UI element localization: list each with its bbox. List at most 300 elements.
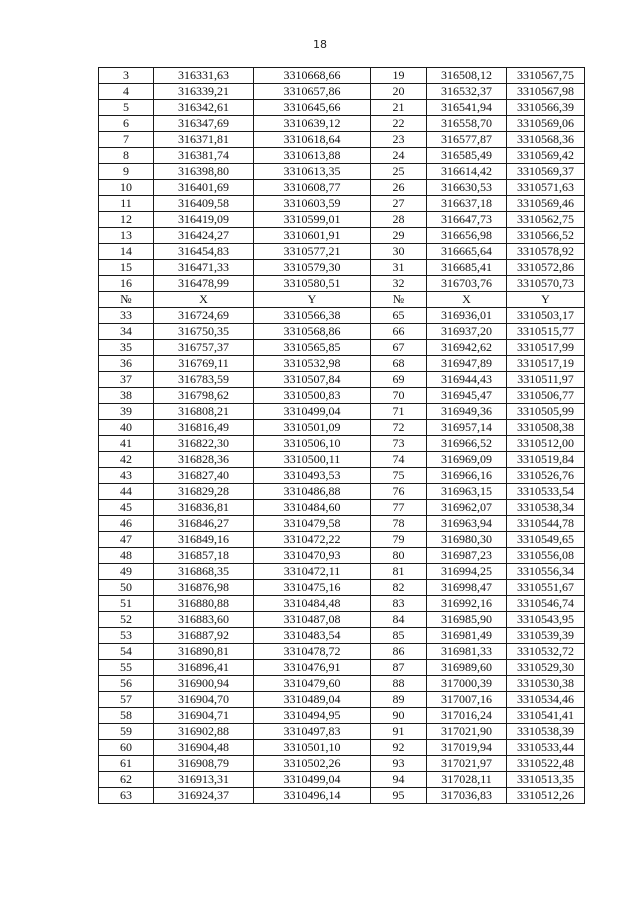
point-num-right-cell: 78: [371, 516, 427, 532]
point-num-left-cell: 46: [99, 516, 154, 532]
point-num-right-cell: 65: [371, 308, 427, 324]
x-right-cell: 316647,73: [427, 212, 507, 228]
y-left-cell: 3310579,30: [254, 260, 371, 276]
table-row: [99, 84, 585, 100]
x-left-cell: 316381,74: [154, 148, 254, 164]
y-right-cell: 3310543,95: [507, 612, 585, 628]
point-num-left-cell: 62: [99, 772, 154, 788]
x-left-cell: 316908,79: [154, 756, 254, 772]
y-left-cell: 3310484,60: [254, 500, 371, 516]
point-num-left-cell: 16: [99, 276, 154, 292]
x-right-cell: 317021,97: [427, 756, 507, 772]
table-row: [99, 420, 585, 436]
y-right-cell: 3310530,38: [507, 676, 585, 692]
table-row: [99, 308, 585, 324]
point-num-right-cell: 87: [371, 660, 427, 676]
coordinates-table: [98, 67, 585, 804]
x-right-cell: 316637,18: [427, 196, 507, 212]
x-left-cell: 316902,88: [154, 724, 254, 740]
table-row: [99, 132, 585, 148]
x-left-cell: 316409,58: [154, 196, 254, 212]
x-left-cell: 316904,70: [154, 692, 254, 708]
x-right-cell: 316944,43: [427, 372, 507, 388]
y-right-cell: 3310512,00: [507, 436, 585, 452]
point-num-right-cell: 90: [371, 708, 427, 724]
x-left-cell: 316913,31: [154, 772, 254, 788]
table-row: [99, 116, 585, 132]
point-num-right-cell: 94: [371, 772, 427, 788]
point-num-right-cell: 72: [371, 420, 427, 436]
table-row: [99, 100, 585, 116]
x-left-cell: 316478,99: [154, 276, 254, 292]
x-right-cell: 316508,12: [427, 68, 507, 84]
point-num-left-cell: 58: [99, 708, 154, 724]
x-right-cell: 316937,20: [427, 324, 507, 340]
y-right-cell: 3310549,65: [507, 532, 585, 548]
table-row: [99, 372, 585, 388]
point-num-left-cell: 48: [99, 548, 154, 564]
y-right-cell: 3310506,77: [507, 388, 585, 404]
y-left-cell: 3310487,08: [254, 612, 371, 628]
y-left-cell: 3310497,83: [254, 724, 371, 740]
x-right-cell: 316541,94: [427, 100, 507, 116]
table-row: [99, 628, 585, 644]
y-right-cell: 3310570,73: [507, 276, 585, 292]
point-num-left-cell: 35: [99, 340, 154, 356]
x-right-cell: 316981,49: [427, 628, 507, 644]
point-num-left-cell: 55: [99, 660, 154, 676]
point-num-right-cell: 23: [371, 132, 427, 148]
header-y-left: Y: [254, 292, 371, 308]
x-right-cell: 316656,98: [427, 228, 507, 244]
coordinates-block-2: [99, 308, 585, 804]
y-left-cell: 3310565,85: [254, 340, 371, 356]
y-left-cell: 3310618,64: [254, 132, 371, 148]
x-left-cell: 316876,98: [154, 580, 254, 596]
y-right-cell: 3310541,41: [507, 708, 585, 724]
table-row: [99, 740, 585, 756]
table-row: [99, 548, 585, 564]
x-left-cell: 316342,61: [154, 100, 254, 116]
y-right-cell: 3310511,97: [507, 372, 585, 388]
x-right-cell: 316630,53: [427, 180, 507, 196]
table-row: [99, 324, 585, 340]
point-num-left-cell: 44: [99, 484, 154, 500]
y-right-cell: 3310533,44: [507, 740, 585, 756]
y-right-cell: 3310529,30: [507, 660, 585, 676]
y-left-cell: 3310603,59: [254, 196, 371, 212]
y-right-cell: 3310512,26: [507, 788, 585, 804]
x-right-cell: 316936,01: [427, 308, 507, 324]
point-num-right-cell: 82: [371, 580, 427, 596]
x-left-cell: 316401,69: [154, 180, 254, 196]
y-left-cell: 3310472,11: [254, 564, 371, 580]
y-left-cell: 3310613,35: [254, 164, 371, 180]
point-num-left-cell: 11: [99, 196, 154, 212]
y-left-cell: 3310493,53: [254, 468, 371, 484]
point-num-right-cell: 30: [371, 244, 427, 260]
y-right-cell: 3310533,54: [507, 484, 585, 500]
x-right-cell: 317028,11: [427, 772, 507, 788]
table-row: [99, 468, 585, 484]
table-row: [99, 532, 585, 548]
point-num-left-cell: 14: [99, 244, 154, 260]
x-left-cell: 316347,69: [154, 116, 254, 132]
x-right-cell: 316962,07: [427, 500, 507, 516]
point-num-right-cell: 67: [371, 340, 427, 356]
x-left-cell: 316750,35: [154, 324, 254, 340]
table-row: [99, 180, 585, 196]
table-row: [99, 404, 585, 420]
coordinates-block-1: [99, 68, 585, 292]
y-left-cell: 3310499,04: [254, 772, 371, 788]
x-left-cell: 316424,27: [154, 228, 254, 244]
x-right-cell: 316957,14: [427, 420, 507, 436]
x-right-cell: 316989,60: [427, 660, 507, 676]
y-right-cell: 3310508,38: [507, 420, 585, 436]
y-right-cell: 3310567,75: [507, 68, 585, 84]
table-row: [99, 500, 585, 516]
point-num-left-cell: 7: [99, 132, 154, 148]
table-row: [99, 564, 585, 580]
x-left-cell: 316822,30: [154, 436, 254, 452]
page-number: 18: [313, 38, 327, 51]
y-right-cell: 3310568,36: [507, 132, 585, 148]
table-row: [99, 148, 585, 164]
x-right-cell: 316945,47: [427, 388, 507, 404]
point-num-left-cell: 15: [99, 260, 154, 276]
x-right-cell: 316947,89: [427, 356, 507, 372]
point-num-right-cell: 93: [371, 756, 427, 772]
y-left-cell: 3310501,09: [254, 420, 371, 436]
y-right-cell: 3310522,48: [507, 756, 585, 772]
table-row: [99, 68, 585, 84]
point-num-right-cell: 74: [371, 452, 427, 468]
y-right-cell: 3310513,35: [507, 772, 585, 788]
x-right-cell: 317007,16: [427, 692, 507, 708]
x-right-cell: 316992,16: [427, 596, 507, 612]
point-num-right-cell: 92: [371, 740, 427, 756]
x-left-cell: 316454,83: [154, 244, 254, 260]
y-left-cell: 3310532,98: [254, 356, 371, 372]
point-num-left-cell: 45: [99, 500, 154, 516]
table-row: [99, 340, 585, 356]
point-num-right-cell: 31: [371, 260, 427, 276]
x-right-cell: 316685,41: [427, 260, 507, 276]
y-right-cell: 3310505,99: [507, 404, 585, 420]
x-left-cell: 316924,37: [154, 788, 254, 804]
y-left-cell: 3310500,11: [254, 452, 371, 468]
point-num-left-cell: 8: [99, 148, 154, 164]
point-num-left-cell: 3: [99, 68, 154, 84]
x-left-cell: 316371,81: [154, 132, 254, 148]
table-row: [99, 660, 585, 676]
point-num-left-cell: 4: [99, 84, 154, 100]
x-right-cell: 316969,09: [427, 452, 507, 468]
x-left-cell: 316857,18: [154, 548, 254, 564]
x-left-cell: 316846,27: [154, 516, 254, 532]
table-row: [99, 212, 585, 228]
point-num-left-cell: 53: [99, 628, 154, 644]
y-right-cell: 3310534,46: [507, 692, 585, 708]
y-left-cell: 3310577,21: [254, 244, 371, 260]
x-right-cell: 316963,94: [427, 516, 507, 532]
point-num-left-cell: 57: [99, 692, 154, 708]
x-right-cell: 317021,90: [427, 724, 507, 740]
point-num-right-cell: 22: [371, 116, 427, 132]
x-left-cell: 316900,94: [154, 676, 254, 692]
table-row: [99, 516, 585, 532]
point-num-right-cell: 26: [371, 180, 427, 196]
point-num-right-cell: 20: [371, 84, 427, 100]
table-row: [99, 276, 585, 292]
y-left-cell: 3310476,91: [254, 660, 371, 676]
y-left-cell: 3310484,48: [254, 596, 371, 612]
y-right-cell: 3310569,42: [507, 148, 585, 164]
y-right-cell: 3310539,39: [507, 628, 585, 644]
x-left-cell: 316836,81: [154, 500, 254, 516]
x-left-cell: 316890,81: [154, 644, 254, 660]
x-right-cell: 316987,23: [427, 548, 507, 564]
point-num-right-cell: 85: [371, 628, 427, 644]
y-left-cell: 3310506,10: [254, 436, 371, 452]
point-num-right-cell: 81: [371, 564, 427, 580]
x-right-cell: 316614,42: [427, 164, 507, 180]
table-row: [99, 756, 585, 772]
y-left-cell: 3310478,72: [254, 644, 371, 660]
y-left-cell: 3310657,86: [254, 84, 371, 100]
x-left-cell: 316757,37: [154, 340, 254, 356]
point-num-right-cell: 27: [371, 196, 427, 212]
y-right-cell: 3310532,72: [507, 644, 585, 660]
point-num-right-cell: 88: [371, 676, 427, 692]
x-left-cell: 316398,80: [154, 164, 254, 180]
y-right-cell: 3310538,34: [507, 500, 585, 516]
table-row: [99, 724, 585, 740]
y-left-cell: 3310502,26: [254, 756, 371, 772]
y-left-cell: 3310483,54: [254, 628, 371, 644]
y-right-cell: 3310569,37: [507, 164, 585, 180]
point-num-left-cell: 59: [99, 724, 154, 740]
point-num-left-cell: 6: [99, 116, 154, 132]
table-row: [99, 228, 585, 244]
x-right-cell: 317016,24: [427, 708, 507, 724]
y-right-cell: 3310517,19: [507, 356, 585, 372]
y-left-cell: 3310599,01: [254, 212, 371, 228]
point-num-left-cell: 36: [99, 356, 154, 372]
header-y-right: Y: [507, 292, 585, 308]
point-num-left-cell: 63: [99, 788, 154, 804]
point-num-left-cell: 47: [99, 532, 154, 548]
point-num-left-cell: 34: [99, 324, 154, 340]
x-right-cell: 316963,15: [427, 484, 507, 500]
y-right-cell: 3310503,17: [507, 308, 585, 324]
point-num-left-cell: 41: [99, 436, 154, 452]
x-left-cell: 316828,36: [154, 452, 254, 468]
y-left-cell: 3310601,91: [254, 228, 371, 244]
y-right-cell: 3310538,39: [507, 724, 585, 740]
x-right-cell: 316558,70: [427, 116, 507, 132]
point-num-left-cell: 13: [99, 228, 154, 244]
x-left-cell: 316896,41: [154, 660, 254, 676]
y-left-cell: 3310507,84: [254, 372, 371, 388]
point-num-left-cell: 42: [99, 452, 154, 468]
point-num-left-cell: 5: [99, 100, 154, 116]
y-left-cell: 3310639,12: [254, 116, 371, 132]
y-left-cell: 3310499,04: [254, 404, 371, 420]
x-left-cell: 316849,16: [154, 532, 254, 548]
point-num-right-cell: 24: [371, 148, 427, 164]
point-num-right-cell: 75: [371, 468, 427, 484]
y-right-cell: 3310546,74: [507, 596, 585, 612]
x-right-cell: 316966,52: [427, 436, 507, 452]
point-num-right-cell: 25: [371, 164, 427, 180]
y-right-cell: 3310569,46: [507, 196, 585, 212]
point-num-right-cell: 66: [371, 324, 427, 340]
point-num-right-cell: 28: [371, 212, 427, 228]
y-left-cell: 3310608,77: [254, 180, 371, 196]
y-right-cell: 3310566,52: [507, 228, 585, 244]
y-right-cell: 3310578,92: [507, 244, 585, 260]
x-left-cell: 316880,88: [154, 596, 254, 612]
x-left-cell: 316808,21: [154, 404, 254, 420]
y-right-cell: 3310571,63: [507, 180, 585, 196]
y-right-cell: 3310515,77: [507, 324, 585, 340]
y-left-cell: 3310500,83: [254, 388, 371, 404]
x-right-cell: 316942,62: [427, 340, 507, 356]
y-left-cell: 3310668,66: [254, 68, 371, 84]
point-num-left-cell: 38: [99, 388, 154, 404]
y-right-cell: 3310562,75: [507, 212, 585, 228]
y-left-cell: 3310486,88: [254, 484, 371, 500]
table-row: [99, 484, 585, 500]
x-right-cell: 316981,33: [427, 644, 507, 660]
x-right-cell: 316585,49: [427, 148, 507, 164]
x-right-cell: 316949,36: [427, 404, 507, 420]
y-left-cell: 3310472,22: [254, 532, 371, 548]
x-left-cell: 316829,28: [154, 484, 254, 500]
point-num-right-cell: 73: [371, 436, 427, 452]
point-num-right-cell: 80: [371, 548, 427, 564]
table-header-row: [99, 292, 585, 308]
x-right-cell: 316966,16: [427, 468, 507, 484]
table-row: [99, 244, 585, 260]
y-left-cell: 3310479,58: [254, 516, 371, 532]
header-num-left: №: [99, 292, 154, 308]
table-row: [99, 772, 585, 788]
point-num-right-cell: 21: [371, 100, 427, 116]
x-left-cell: 316419,09: [154, 212, 254, 228]
x-right-cell: 316577,87: [427, 132, 507, 148]
point-num-right-cell: 32: [371, 276, 427, 292]
x-right-cell: 317019,94: [427, 740, 507, 756]
point-num-right-cell: 29: [371, 228, 427, 244]
point-num-right-cell: 71: [371, 404, 427, 420]
y-left-cell: 3310645,66: [254, 100, 371, 116]
point-num-left-cell: 49: [99, 564, 154, 580]
point-num-left-cell: 54: [99, 644, 154, 660]
point-num-left-cell: 43: [99, 468, 154, 484]
x-right-cell: 316703,76: [427, 276, 507, 292]
y-left-cell: 3310501,10: [254, 740, 371, 756]
point-num-left-cell: 61: [99, 756, 154, 772]
x-right-cell: 316532,37: [427, 84, 507, 100]
y-left-cell: 3310475,16: [254, 580, 371, 596]
table-row: [99, 436, 585, 452]
x-right-cell: 316980,30: [427, 532, 507, 548]
y-right-cell: 3310567,98: [507, 84, 585, 100]
point-num-right-cell: 89: [371, 692, 427, 708]
y-right-cell: 3310556,08: [507, 548, 585, 564]
point-num-left-cell: 33: [99, 308, 154, 324]
x-left-cell: 316339,21: [154, 84, 254, 100]
column-header-row: [99, 292, 585, 308]
y-right-cell: 3310569,06: [507, 116, 585, 132]
point-num-left-cell: 12: [99, 212, 154, 228]
y-right-cell: 3310556,34: [507, 564, 585, 580]
y-left-cell: 3310479,60: [254, 676, 371, 692]
header-x-left: X: [154, 292, 254, 308]
x-left-cell: 316868,35: [154, 564, 254, 580]
table-row: [99, 580, 585, 596]
point-num-left-cell: 56: [99, 676, 154, 692]
x-right-cell: 316985,90: [427, 612, 507, 628]
x-left-cell: 316883,60: [154, 612, 254, 628]
point-num-left-cell: 10: [99, 180, 154, 196]
table-row: [99, 260, 585, 276]
x-left-cell: 316331,63: [154, 68, 254, 84]
point-num-left-cell: 37: [99, 372, 154, 388]
table-row: [99, 356, 585, 372]
point-num-left-cell: 51: [99, 596, 154, 612]
point-num-right-cell: 95: [371, 788, 427, 804]
x-left-cell: 316816,49: [154, 420, 254, 436]
table-row: [99, 164, 585, 180]
x-left-cell: 316724,69: [154, 308, 254, 324]
x-right-cell: 316665,64: [427, 244, 507, 260]
point-num-right-cell: 19: [371, 68, 427, 84]
y-left-cell: 3310566,38: [254, 308, 371, 324]
point-num-right-cell: 79: [371, 532, 427, 548]
point-num-left-cell: 52: [99, 612, 154, 628]
point-num-right-cell: 84: [371, 612, 427, 628]
y-right-cell: 3310519,84: [507, 452, 585, 468]
table-row: [99, 788, 585, 804]
x-left-cell: 316887,92: [154, 628, 254, 644]
point-num-right-cell: 77: [371, 500, 427, 516]
x-left-cell: 316798,62: [154, 388, 254, 404]
x-left-cell: 316783,59: [154, 372, 254, 388]
point-num-right-cell: 83: [371, 596, 427, 612]
table-row: [99, 452, 585, 468]
point-num-left-cell: 40: [99, 420, 154, 436]
x-left-cell: 316904,48: [154, 740, 254, 756]
point-num-left-cell: 60: [99, 740, 154, 756]
y-left-cell: 3310494,95: [254, 708, 371, 724]
y-left-cell: 3310470,93: [254, 548, 371, 564]
point-num-right-cell: 70: [371, 388, 427, 404]
point-num-right-cell: 86: [371, 644, 427, 660]
y-right-cell: 3310572,86: [507, 260, 585, 276]
table-row: [99, 644, 585, 660]
x-right-cell: 317036,83: [427, 788, 507, 804]
point-num-left-cell: 9: [99, 164, 154, 180]
header-num-right: №: [371, 292, 427, 308]
table-row: [99, 692, 585, 708]
table-row: [99, 708, 585, 724]
table-row: [99, 388, 585, 404]
point-num-right-cell: 76: [371, 484, 427, 500]
